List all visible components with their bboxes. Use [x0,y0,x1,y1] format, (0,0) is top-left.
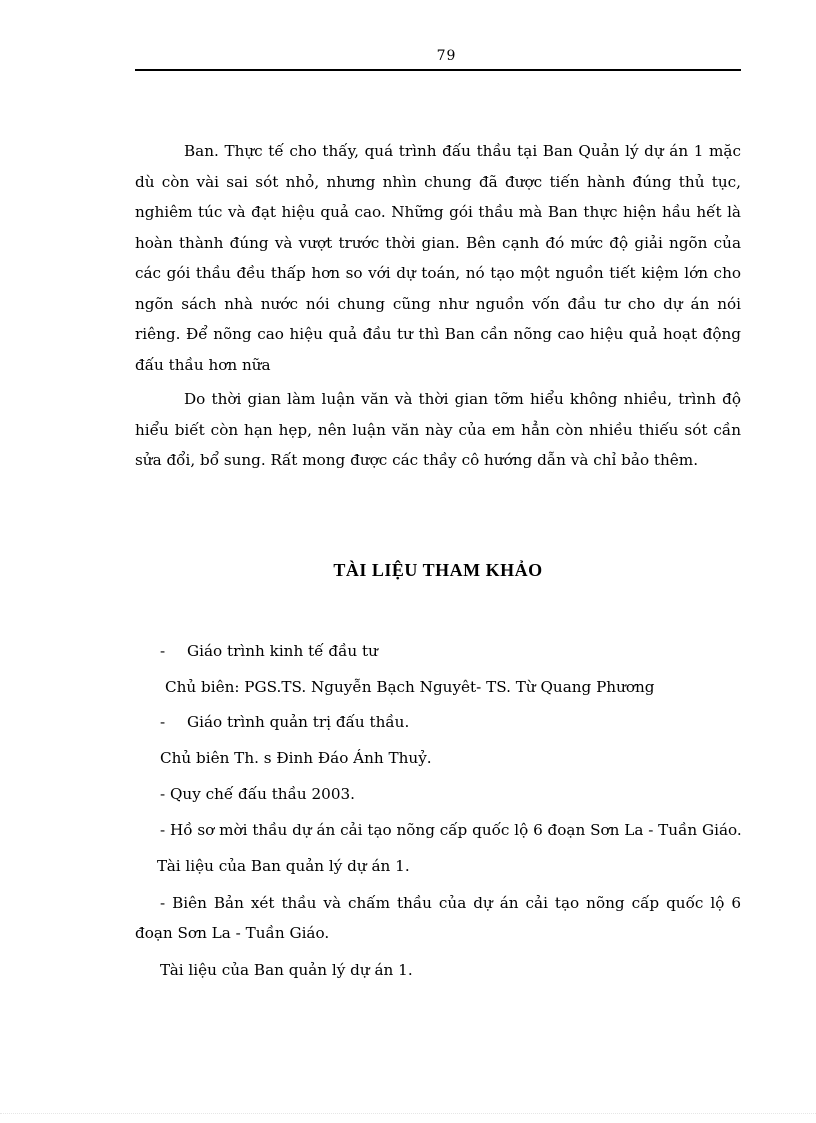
body-text [135,136,741,480]
page-bottom-border [0,1113,816,1114]
reference-item: - Biên Bản xét thầu và chấm thầu của dự án cải tạo nõng cấp quốc lộ 6 đoạn Sơn La - Tuần Giáo. [135,894,741,942]
reference-item: Chủ biên Th. s Đinh Đáo Ánh Thuỷ. [160,749,432,767]
body-paragraph: Do thời gian làm luận văn và thời gian tỡm hiểu không nhiều, trình độ hiểu biết còn hạn hẹp, nên luận văn này của em hẳn còn nhiều thiếu sót cần sửa đổi, bổ sung. Rất mong được các thầy cô hướng dẫn và chỉ bảo thêm. [135,390,741,469]
reference-item: - Quy chế đấu thầu 2003. [160,785,355,803]
body-paragraph: Ban. Thực tế cho thấy, quá trình đấu thầu tại Ban Quản lý dự án 1 mặc dù còn vài sai sót nhỏ, nhưng nhìn chung đã được tiến hành đúng thủ tục, nghiêm túc và đạt hiệu quả cao. Những gói thầu mà Ban thực hiện hầu hết là hoàn thành đúng và vượt trước thời gian. Bên cạnh đó mức độ giải ngõn của các gói thầu đều thấp hơn so với dự toán, nó tạo một nguồn tiết kiệm lớn cho ngõn sách nhà nước nói chung cũng như nguồn vốn đầu tư cho dự án nói riêng. Để nõng cao hiệu quả đầu tư thì Ban cần nõng cao hiệu quả hoạt động đấu thầu hơn nữa [135,142,741,374]
reference-item: Chủ biên: PGS.TS. Nguyễn Bạch Nguyêt- TS. Từ Quang Phương [165,678,655,696]
reference-item [160,640,378,662]
reference-text: Giáo trình quản trị đấu thầu. [187,713,410,731]
reference-item [160,711,409,733]
reference-item: Tài liệu của Ban quản lý dự án 1. [160,961,413,979]
reference-text: Giáo trình kinh tế đầu tư [187,642,378,660]
reference-item: - Hồ sơ mời thầu dự án cải tạo nõng cấp quốc lộ 6 đoạn Sơn La - Tuần Giáo. [160,821,742,839]
list-dash: - [160,713,166,731]
list-dash: - [160,642,166,660]
page-number: 79 [436,48,457,64]
section-title: TÀI LIỆU THAM KHẢO [333,560,543,580]
reference-item: Tài liệu của Ban quản lý dự án 1. [157,857,410,875]
header-rule [135,69,741,71]
